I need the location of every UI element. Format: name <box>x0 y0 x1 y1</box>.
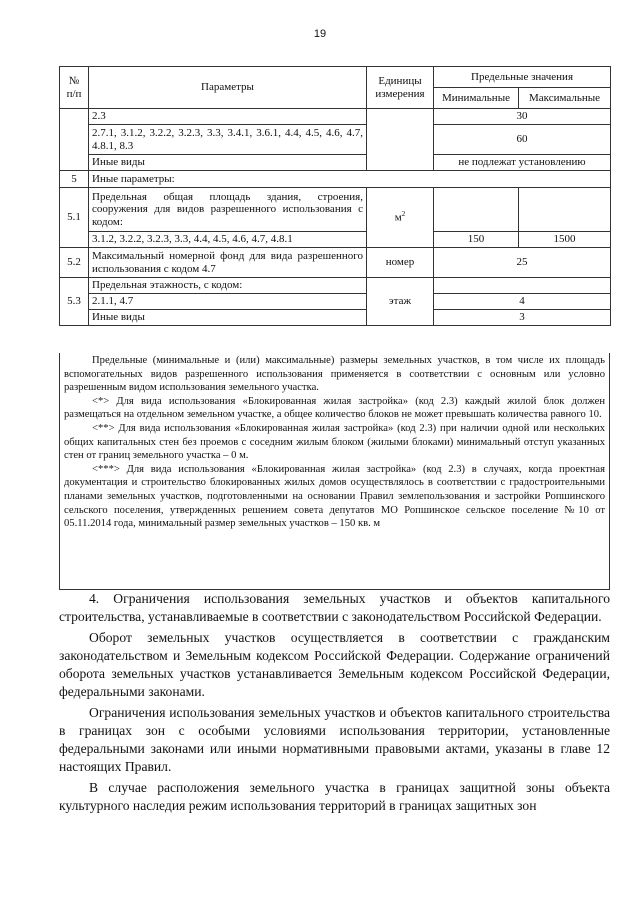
table-cell: 4 <box>434 294 611 310</box>
table-cell: 5.2 <box>60 248 89 278</box>
table-cell: 30 <box>434 109 611 125</box>
table-cell: 2.3 <box>89 109 367 125</box>
table-cell: 2.7.1, 3.1.2, 3.2.2, 3.2.3, 3.3, 3.4.1, 3.6.1, 4.4, 4.5, 4.6, 4.7, 4.8.1, 8.3 <box>89 125 367 155</box>
table-cell: не подлежат установлению <box>434 155 611 171</box>
header-max: Максимальные <box>519 88 611 109</box>
header-limits: Предельные значения <box>434 67 611 88</box>
section-heading: 4. Ограничения использования земельных участков и объектов капитального строительства, устанавливаемые в соответствии с законодательством Российской Федерации. <box>59 591 610 624</box>
table-cell <box>519 188 611 232</box>
table-cell: 3.1.2, 3.2.2, 3.2.3, 3.3, 4.4, 4.5, 4.6, 4.7, 4.8.1 <box>89 232 367 248</box>
table-row <box>60 278 611 294</box>
table-cell: Максимальный номерной фонд для вида разрешенного использования с кодом 4.7 <box>89 248 367 278</box>
header-units: Единицы измерения <box>367 67 434 109</box>
body-paragraph: Оборот земельных участков осуществляется в соответствии с гражданским законодательством и Земельным кодексом Российской Федерации. Содержание ограничений оборота земельных участков устанавливается Земельным кодексом Российской Федерации, федеральными законами. <box>59 630 610 699</box>
table-cell: Иные виды <box>89 310 367 326</box>
table-header-row <box>60 67 611 88</box>
table-cell <box>367 188 434 248</box>
table-row <box>60 248 611 278</box>
table-cell: 3 <box>434 310 611 326</box>
table-cell <box>434 278 611 294</box>
note-paragraph: Предельные (минимальные и (или) максимальные) размеры земельных участков, в том числе их площадь вспомогательных видов разрешенного использования применяется в соответствии с основным или условно разрешенным видом использования земельного участка. <box>64 355 605 394</box>
table-cell: 5 <box>60 171 89 188</box>
table-cell: 5.3 <box>60 278 89 326</box>
table-row <box>60 109 611 125</box>
table-cell: 150 <box>434 232 519 248</box>
table-cell: 25 <box>434 248 611 278</box>
body-paragraph: Ограничения использования земельных участков и объектов капитального строительства в границах зон с особыми условиями использования территории, установленные федеральными законами или иными нормативными правовыми актами, указаны в главе 12 настоящих Правил. <box>59 705 610 774</box>
header-min: Минимальные <box>434 88 519 109</box>
table-row <box>60 155 611 171</box>
table-row <box>60 188 611 232</box>
table-row <box>60 125 611 155</box>
unit-superscript: 2 <box>401 210 406 219</box>
table-cell <box>434 188 519 232</box>
table-cell: 60 <box>434 125 611 155</box>
table-row <box>60 294 611 310</box>
note-paragraph: <*> Для вида использования «Блокированная жилая застройка» (код 2.3) каждый жилой блок должен размещаться на отдельном земельном участке, а общее количество блоков не может превышать количества равного 10. <box>64 395 605 421</box>
table-cell <box>60 109 89 171</box>
table-row <box>60 171 611 188</box>
note-paragraph: <***> Для вида использования «Блокированная жилая застройка» (код 2.3) в случаях, когда проектная документация и строительство блокированных жилых домов осуществлялось в соответствии с градостроительными планами земельных участков, подготовленными на основании Правил землепользования и застройки Ропшинского сельского поселения, утвержденных решением совета депутатов МО Ропшинское сельское поселение №10 от 05.11.2014 года, минимальный размер земельных участков – 150 кв. м <box>64 463 605 530</box>
body-text <box>59 590 610 818</box>
note-paragraph: <**> Для вида использования «Блокированная жилая застройка» (код 2.3) при наличии одной или нескольких общих капитальных стен без проемов с соседним жилым блоком (жилыми блоками) минимальный отступ указанных стен от границ земельного участка – 0 м. <box>64 422 605 462</box>
parameters-table <box>59 66 611 326</box>
table-cell: Иные виды <box>89 155 367 171</box>
table-cell: Предельная общая площадь здания, строения, сооружения для видов разрешенного использования с кодом: <box>89 188 367 232</box>
unit-label: м <box>394 212 402 224</box>
body-paragraph: В случае расположения земельного участка в границах защитной зоны объекта культурного наследия режим использования территорий в границах защитных зон <box>59 780 610 813</box>
table-cell: Иные параметры: <box>89 171 611 188</box>
table-cell <box>367 109 434 171</box>
table-cell: 5.1 <box>60 188 89 248</box>
table-cell: номер <box>367 248 434 278</box>
table-row <box>60 310 611 326</box>
page-number: 19 <box>313 28 327 40</box>
header-params: Параметры <box>89 67 367 109</box>
table-cell: 1500 <box>519 232 611 248</box>
table-cell: этаж <box>367 278 434 326</box>
header-num: № п/п <box>60 67 89 109</box>
table-notes <box>59 353 610 590</box>
table-row <box>60 232 611 248</box>
table-cell: 2.1.1, 4.7 <box>89 294 367 310</box>
table-cell: Предельная этажность, с кодом: <box>89 278 367 294</box>
